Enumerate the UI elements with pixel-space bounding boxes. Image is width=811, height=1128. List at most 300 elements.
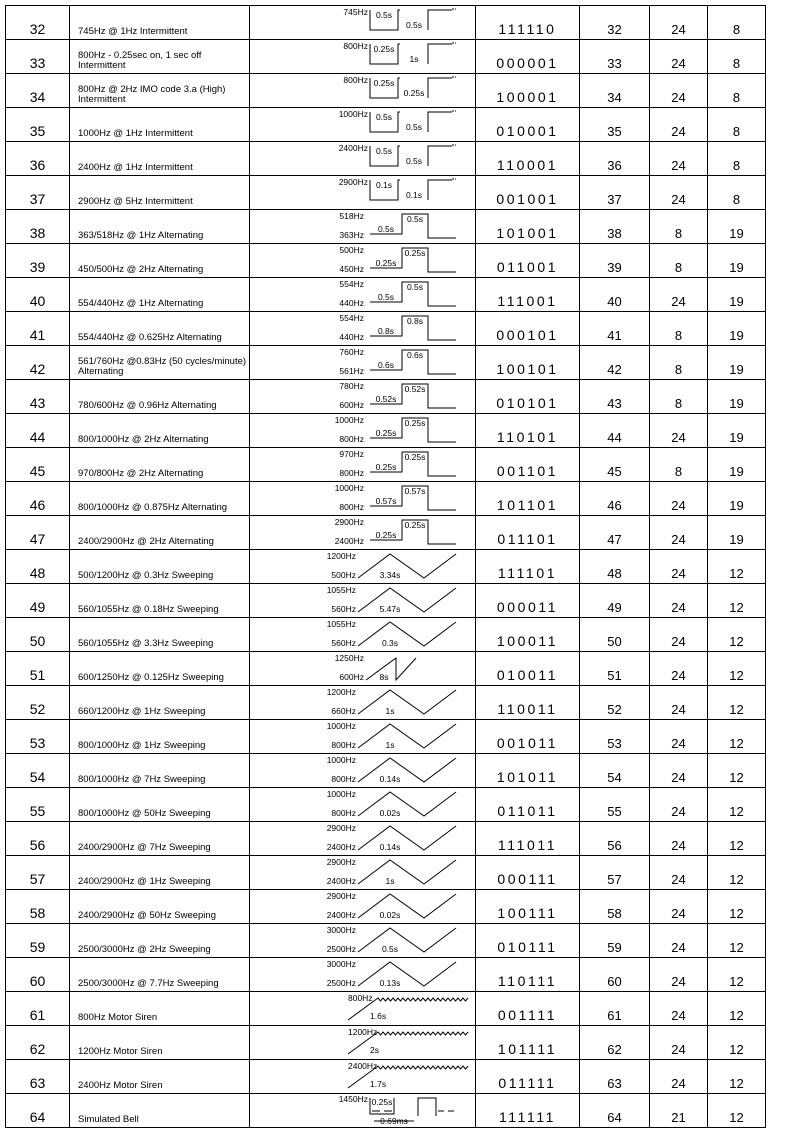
tone-description: 560/1055Hz @ 3.3Hz Sweeping <box>70 618 250 652</box>
wave-low-freq-label: 800Hz <box>331 808 356 818</box>
waveform-diagram <box>250 312 476 346</box>
tone-number: 63 <box>580 1060 650 1094</box>
tone-number: 33 <box>580 40 650 74</box>
tone-description: 800/1000Hz @ 50Hz Sweeping <box>70 788 250 822</box>
wave-low-freq-label: 800Hz <box>331 774 356 784</box>
dip-switch-code: 000111 <box>476 856 580 890</box>
dip-switch-code: 011001 <box>476 244 580 278</box>
wave-next-pulse <box>428 180 452 200</box>
tone-description: 2500/3000Hz @ 7.7Hz Sweeping <box>70 958 250 992</box>
table-row <box>6 754 766 788</box>
stage-2-tone: 24 <box>650 958 708 992</box>
waveform-diagram <box>250 210 476 244</box>
wave-low-freq-label: 2500Hz <box>326 944 356 954</box>
waveform-svg <box>250 176 476 207</box>
wave-off-time: 0.5s <box>405 20 423 30</box>
wave-freq-label: 1450Hz <box>338 1094 368 1104</box>
row-number: 33 <box>6 40 70 74</box>
dip-switch-code: 010001 <box>476 108 580 142</box>
waveform-diagram <box>250 924 476 958</box>
stage-3-tone: 8 <box>708 74 766 108</box>
tone-description: 2400/2900Hz @ 1Hz Sweeping <box>70 856 250 890</box>
row-number: 57 <box>6 856 70 890</box>
stage-2-tone: 24 <box>650 992 708 1026</box>
waveform-diagram <box>250 176 476 210</box>
tone-description: 560/1055Hz @ 0.18Hz Sweeping <box>70 584 250 618</box>
waveform-svg <box>250 74 476 105</box>
table-row <box>6 142 766 176</box>
waveform-svg <box>250 958 476 989</box>
waveform-diagram <box>250 244 476 278</box>
waveform-diagram <box>250 720 476 754</box>
waveform-diagram <box>250 448 476 482</box>
stage-2-tone: 8 <box>650 448 708 482</box>
wave-low-freq-label: 560Hz <box>331 638 356 648</box>
table-row <box>6 244 766 278</box>
wave-ramp-time: 2s <box>370 1045 379 1055</box>
waveform-diagram <box>250 6 476 40</box>
wave-sweep <box>358 622 456 646</box>
tone-description: 800Hz @ 2Hz IMO code 3.a (High) Intermittent <box>70 74 250 108</box>
table-row <box>6 176 766 210</box>
table-row <box>6 652 766 686</box>
tone-number: 34 <box>580 74 650 108</box>
wave-sweep-time: 0.13s <box>379 978 401 988</box>
tone-description: 2400/2900Hz @ 2Hz Alternating <box>70 516 250 550</box>
waveform-svg <box>250 1026 476 1057</box>
row-number: 55 <box>6 788 70 822</box>
stage-3-tone: 12 <box>708 856 766 890</box>
tone-number: 48 <box>580 550 650 584</box>
tone-number: 49 <box>580 584 650 618</box>
wave-sweep <box>358 690 456 714</box>
waveform-svg <box>250 924 476 955</box>
stage-2-tone: 24 <box>650 788 708 822</box>
stage-3-tone: 12 <box>708 618 766 652</box>
table-row <box>6 992 766 1026</box>
stage-3-tone: 8 <box>708 108 766 142</box>
waveform-diagram <box>250 346 476 380</box>
table-row <box>6 788 766 822</box>
tone-number: 61 <box>580 992 650 1026</box>
tone-table <box>5 5 766 1128</box>
row-number: 53 <box>6 720 70 754</box>
waveform-diagram <box>250 414 476 448</box>
tone-description: 745Hz @ 1Hz Intermittent <box>70 6 250 40</box>
wave-high-freq-label: 2900Hz <box>326 857 356 867</box>
tone-description: 2400/2900Hz @ 50Hz Sweeping <box>70 890 250 924</box>
waveform-diagram <box>250 1060 476 1094</box>
tone-number: 37 <box>580 176 650 210</box>
waveform-diagram <box>250 482 476 516</box>
table-row <box>6 822 766 856</box>
wave-freq-label: 2400Hz <box>338 143 368 153</box>
stage-2-tone: 24 <box>650 278 708 312</box>
wave-high-time: 0.52s <box>404 384 426 394</box>
tone-number: 45 <box>580 448 650 482</box>
wave-high-freq-label: 1000Hz <box>334 483 364 493</box>
tone-number: 32 <box>580 6 650 40</box>
stage-3-tone: 19 <box>708 278 766 312</box>
row-number: 60 <box>6 958 70 992</box>
wave-high-freq-label: 1055Hz <box>326 619 356 629</box>
dip-switch-code: 001011 <box>476 720 580 754</box>
waveform-svg <box>250 652 476 683</box>
wave-low-freq-label: 500Hz <box>331 570 356 580</box>
stage-2-tone: 24 <box>650 924 708 958</box>
wave-low-freq-label: 2400Hz <box>334 536 364 546</box>
table-row <box>6 108 766 142</box>
waveform-diagram <box>250 992 476 1026</box>
stage-3-tone: 12 <box>708 550 766 584</box>
wave-on-time: 0.5s <box>375 10 393 20</box>
waveform-svg <box>250 686 476 717</box>
table-row <box>6 346 766 380</box>
wave-next-pulse <box>428 112 452 132</box>
dip-switch-code: 000001 <box>476 40 580 74</box>
wave-freq-label: 800Hz <box>343 41 368 51</box>
row-number: 39 <box>6 244 70 278</box>
tone-number: 54 <box>580 754 650 788</box>
stage-2-tone: 24 <box>650 1060 708 1094</box>
stage-3-tone: 19 <box>708 312 766 346</box>
dip-switch-code: 111110 <box>476 6 580 40</box>
table-row <box>6 312 766 346</box>
row-number: 64 <box>6 1094 70 1128</box>
wave-high-freq-label: 1200Hz <box>326 687 356 697</box>
tone-description: 500/1200Hz @ 0.3Hz Sweeping <box>70 550 250 584</box>
wave-off-time: 0.5s <box>405 156 423 166</box>
waveform-svg <box>250 108 476 139</box>
waveform-svg <box>250 6 476 37</box>
tone-description: 600/1250Hz @ 0.125Hz Sweeping <box>70 652 250 686</box>
waveform-svg <box>250 244 476 275</box>
wave-low-freq-label: 800Hz <box>339 468 364 478</box>
row-number: 45 <box>6 448 70 482</box>
waveform-diagram <box>250 74 476 108</box>
wave-sweep <box>358 724 456 748</box>
tone-description: 800Hz Motor Siren <box>70 992 250 1026</box>
stage-2-tone: 24 <box>650 142 708 176</box>
dip-switch-code: 101011 <box>476 754 580 788</box>
row-number: 54 <box>6 754 70 788</box>
wave-ramp-time: 8s <box>379 672 389 682</box>
stage-3-tone: 12 <box>708 788 766 822</box>
row-number: 61 <box>6 992 70 1026</box>
wave-freq-label: 800Hz <box>348 993 373 1003</box>
wave-on-time: 0.5s <box>375 112 393 122</box>
waveform-svg <box>250 448 476 479</box>
table-row <box>6 516 766 550</box>
table-row <box>6 6 766 40</box>
tone-number: 41 <box>580 312 650 346</box>
tone-description: 1200Hz Motor Siren <box>70 1026 250 1060</box>
tone-number: 53 <box>580 720 650 754</box>
wave-off-time: 0.5s <box>405 122 423 132</box>
wave-sweep <box>358 792 456 816</box>
wave-high-time: 0.25s <box>404 452 426 462</box>
waveform-svg <box>250 584 476 615</box>
table-row <box>6 1026 766 1060</box>
stage-3-tone: 12 <box>708 754 766 788</box>
wave-low-freq-label: 2400Hz <box>326 876 356 886</box>
waveform-diagram <box>250 142 476 176</box>
stage-3-tone: 12 <box>708 992 766 1026</box>
tone-number: 64 <box>580 1094 650 1128</box>
row-number: 48 <box>6 550 70 584</box>
dip-switch-code: 100001 <box>476 74 580 108</box>
stage-3-tone: 12 <box>708 822 766 856</box>
wave-high-freq-label: 2900Hz <box>326 891 356 901</box>
wave-sweep <box>358 588 456 612</box>
waveform-svg <box>250 1060 476 1091</box>
stage-2-tone: 24 <box>650 176 708 210</box>
tone-description: 780/600Hz @ 0.96Hz Alternating <box>70 380 250 414</box>
dip-switch-code: 101001 <box>476 210 580 244</box>
tone-description: 363/518Hz @ 1Hz Alternating <box>70 210 250 244</box>
tone-description: 1000Hz @ 1Hz Intermittent <box>70 108 250 142</box>
tone-number: 44 <box>580 414 650 448</box>
stage-2-tone: 24 <box>650 74 708 108</box>
stage-3-tone: 12 <box>708 1026 766 1060</box>
dip-switch-code: 001101 <box>476 448 580 482</box>
wave-high-freq-label: 518Hz <box>339 211 364 221</box>
waveform-svg <box>250 720 476 751</box>
wave-on-time: 0.25s <box>373 78 395 88</box>
wave-off-time: 0.25s <box>403 88 425 98</box>
wave-high-freq-label: 1000Hz <box>326 789 356 799</box>
wave-on-time: 0.1s <box>375 180 393 190</box>
stage-3-tone: 19 <box>708 244 766 278</box>
tone-number: 46 <box>580 482 650 516</box>
wave-low-time: 0.25s <box>375 428 397 438</box>
wave-high-freq-label: 554Hz <box>339 279 364 289</box>
tone-number: 39 <box>580 244 650 278</box>
tone-description: 970/800Hz @ 2Hz Alternating <box>70 448 250 482</box>
row-number: 58 <box>6 890 70 924</box>
tone-number: 56 <box>580 822 650 856</box>
wave-low-time: 0.25s <box>375 462 397 472</box>
wave-sweep-time: 0.3s <box>381 638 399 648</box>
dip-switch-code: 111011 <box>476 822 580 856</box>
wave-high-time: 0.5s <box>406 214 424 224</box>
waveform-diagram <box>250 686 476 720</box>
tone-table-body <box>6 6 766 1128</box>
stage-2-tone: 24 <box>650 822 708 856</box>
wave-sweep-time: 0.02s <box>379 910 401 920</box>
stage-3-tone: 12 <box>708 924 766 958</box>
stage-3-tone: 19 <box>708 380 766 414</box>
wave-ramp <box>366 658 416 680</box>
wave-sweep-time: 3.34s <box>379 570 401 580</box>
dip-switch-code: 100011 <box>476 618 580 652</box>
stage-2-tone: 24 <box>650 108 708 142</box>
wave-low-freq-label: 560Hz <box>331 604 356 614</box>
wave-freq-label: 1000Hz <box>338 109 368 119</box>
wave-low-freq-label: 440Hz <box>339 298 364 308</box>
wave-high-freq-label: 3000Hz <box>326 959 356 969</box>
stage-2-tone: 24 <box>650 652 708 686</box>
dip-switch-code: 001001 <box>476 176 580 210</box>
dip-switch-code: 110011 <box>476 686 580 720</box>
row-number: 63 <box>6 1060 70 1094</box>
row-number: 37 <box>6 176 70 210</box>
wave-sweep-time: 1s <box>385 706 395 716</box>
stage-3-tone: 19 <box>708 210 766 244</box>
tone-number: 55 <box>580 788 650 822</box>
waveform-diagram <box>250 822 476 856</box>
wave-low-freq-label: 600Hz <box>339 672 364 682</box>
tone-number: 47 <box>580 516 650 550</box>
waveform-svg <box>250 312 476 343</box>
stage-2-tone: 24 <box>650 550 708 584</box>
dip-switch-code: 100111 <box>476 890 580 924</box>
row-number: 32 <box>6 6 70 40</box>
stage-3-tone: 19 <box>708 482 766 516</box>
wave-sweep-time: 5.47s <box>379 604 401 614</box>
wave-low-time: 0.25s <box>375 258 397 268</box>
wave-sweep <box>358 928 456 952</box>
row-number: 56 <box>6 822 70 856</box>
waveform-svg <box>250 1094 476 1125</box>
row-number: 38 <box>6 210 70 244</box>
stage-2-tone: 24 <box>650 1026 708 1060</box>
row-number: 40 <box>6 278 70 312</box>
wave-high-freq-label: 1200Hz <box>326 551 356 561</box>
wave-low-time: 0.25s <box>375 530 397 540</box>
wave-high-freq-label: 3000Hz <box>326 925 356 935</box>
waveform-diagram <box>250 856 476 890</box>
dip-switch-code: 101111 <box>476 1026 580 1060</box>
wave-sweep <box>358 860 456 884</box>
stage-2-tone: 24 <box>650 856 708 890</box>
stage-3-tone: 19 <box>708 448 766 482</box>
row-number: 62 <box>6 1026 70 1060</box>
wave-high-freq-label: 500Hz <box>339 245 364 255</box>
waveform-diagram <box>250 380 476 414</box>
row-number: 50 <box>6 618 70 652</box>
waveform-svg <box>250 788 476 819</box>
wave-low-time: 0.8s <box>377 326 395 336</box>
dip-switch-code: 111001 <box>476 278 580 312</box>
wave-low-freq-label: 800Hz <box>339 434 364 444</box>
stage-2-tone: 24 <box>650 414 708 448</box>
waveform-diagram <box>250 652 476 686</box>
wave-sweep <box>358 826 456 850</box>
stage-3-tone: 12 <box>708 652 766 686</box>
wave-low-freq-label: 2400Hz <box>326 842 356 852</box>
row-number: 47 <box>6 516 70 550</box>
stage-3-tone: 8 <box>708 40 766 74</box>
dip-switch-code: 110111 <box>476 958 580 992</box>
waveform-diagram <box>250 108 476 142</box>
tone-number: 58 <box>580 890 650 924</box>
wave-freq-label: 2400Hz <box>348 1061 378 1071</box>
wave-sweep-time: 0.02s <box>379 808 401 818</box>
waveform-svg <box>250 40 476 71</box>
waveform-svg <box>250 550 476 581</box>
tone-description: 800/1000Hz @ 7Hz Sweeping <box>70 754 250 788</box>
wave-next-pulse <box>428 146 452 166</box>
stage-3-tone: 12 <box>708 686 766 720</box>
stage-2-tone: 24 <box>650 584 708 618</box>
wave-low-time: 0.5s <box>377 224 395 234</box>
waveform-diagram <box>250 1026 476 1060</box>
tone-description: 800/1000Hz @ 1Hz Sweeping <box>70 720 250 754</box>
wave-high-time: 0.25s <box>404 418 426 428</box>
table-row <box>6 74 766 108</box>
tone-number: 52 <box>580 686 650 720</box>
wave-low-freq-label: 561Hz <box>339 366 364 376</box>
stage-3-tone: 12 <box>708 720 766 754</box>
table-row <box>6 414 766 448</box>
stage-2-tone: 24 <box>650 482 708 516</box>
wave-high-freq-label: 2900Hz <box>326 823 356 833</box>
tone-number: 62 <box>580 1026 650 1060</box>
tone-description: 800Hz - 0.25sec on, 1 sec off Intermittent <box>70 40 250 74</box>
tone-description: 800/1000Hz @ 0.875Hz Alternating <box>70 482 250 516</box>
wave-sweep <box>358 758 456 782</box>
table-row <box>6 210 766 244</box>
dip-switch-code: 010101 <box>476 380 580 414</box>
waveform-diagram <box>250 550 476 584</box>
waveform-svg <box>250 992 476 1023</box>
wave-low-time: 0.5s <box>377 292 395 302</box>
table-row <box>6 40 766 74</box>
waveform-svg <box>250 414 476 445</box>
wave-high-freq-label: 760Hz <box>339 347 364 357</box>
waveform-svg <box>250 380 476 411</box>
waveform-svg <box>250 754 476 785</box>
table-row <box>6 278 766 312</box>
dip-switch-code: 010111 <box>476 924 580 958</box>
waveform-diagram <box>250 754 476 788</box>
dip-switch-code: 011111 <box>476 1060 580 1094</box>
dip-switch-code: 100101 <box>476 346 580 380</box>
wave-high-time: 0.25s <box>404 248 426 258</box>
waveform-svg <box>250 856 476 887</box>
stage-2-tone: 8 <box>650 380 708 414</box>
tone-description: 2400/2900Hz @ 7Hz Sweeping <box>70 822 250 856</box>
waveform-diagram <box>250 516 476 550</box>
tone-number: 59 <box>580 924 650 958</box>
stage-2-tone: 8 <box>650 210 708 244</box>
wave-sweep <box>358 894 456 918</box>
dip-switch-code: 111111 <box>476 1094 580 1128</box>
row-number: 46 <box>6 482 70 516</box>
row-number: 35 <box>6 108 70 142</box>
row-number: 34 <box>6 74 70 108</box>
tone-number: 60 <box>580 958 650 992</box>
wave-high-time: 0.6s <box>406 350 424 360</box>
wave-next-pulse <box>428 78 452 98</box>
wave-ramp-time: 1.6s <box>370 1011 387 1021</box>
stage-2-tone: 8 <box>650 312 708 346</box>
wave-ramp-time: 1.7s <box>370 1079 387 1089</box>
wave-low-freq-label: 660Hz <box>331 706 356 716</box>
dip-switch-code: 011011 <box>476 788 580 822</box>
tone-description: 554/440Hz @ 1Hz Alternating <box>70 278 250 312</box>
tone-description: 800/1000Hz @ 2Hz Alternating <box>70 414 250 448</box>
table-row <box>6 618 766 652</box>
stage-2-tone: 24 <box>650 890 708 924</box>
waveform-diagram <box>250 584 476 618</box>
row-number: 52 <box>6 686 70 720</box>
row-number: 42 <box>6 346 70 380</box>
tone-number: 38 <box>580 210 650 244</box>
wave-high-freq-label: 1000Hz <box>326 755 356 765</box>
stage-2-tone: 24 <box>650 40 708 74</box>
